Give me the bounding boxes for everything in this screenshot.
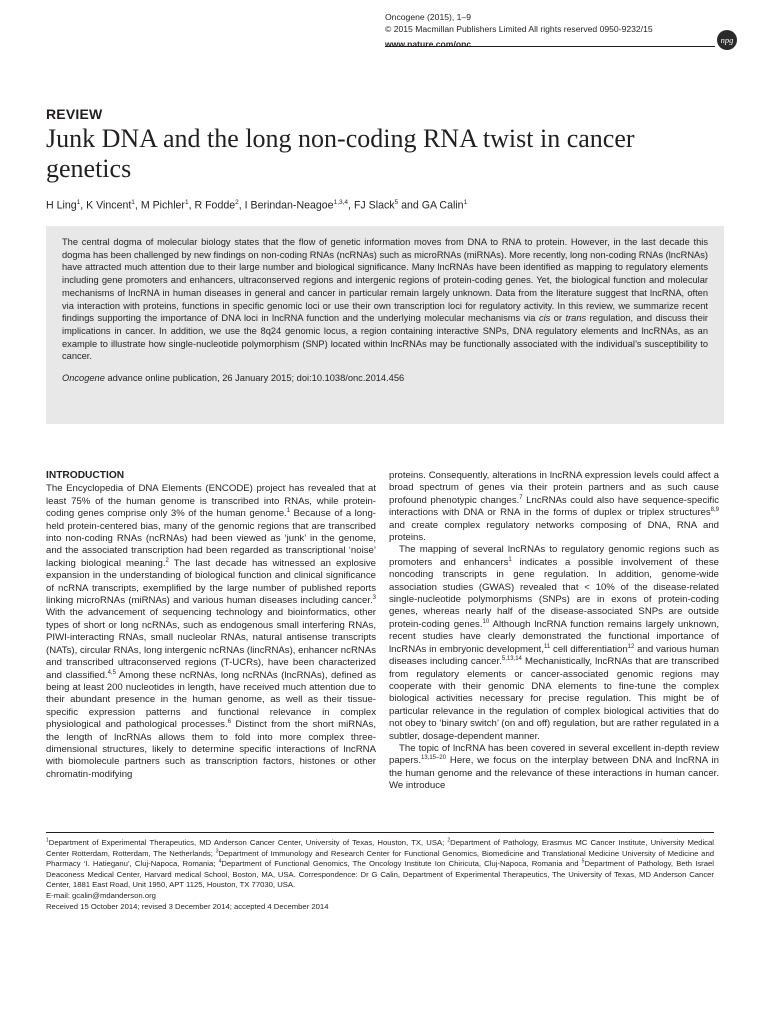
author-name: K Vincent — [86, 199, 132, 212]
body-column-right — [389, 470, 719, 793]
body-paragraph: The Encyclopedia of DNA Elements (ENCODE) project has revealed that at least 75% of the human genome is transcribed into RNAs, while protein-coding genes comprise only 3% of the human genome.$^1$ Because of a long-held protein-centered bias, many of the genomic regions that are transcribed into non-coding RNAs (ncRNAs) had been viewed as ‘junk’ in the genome, and the associated transcription had been regarded as transcriptional ‘noise’ lacking biological meaning.$^2$ The last decade has witnessed an explosive expansion in the understanding of biological function and clinical significance of ncRNA transcripts, exemplified by the large number of published reports linking microRNAs (miRNAs) and various human diseases including cancer.$^3$ With the advancement of sequencing technology and bioinformatics, other types of short or long ncRNAs, such as endogenous small interfering RNAs, PIWI-interacting RNAs, small nucleolar RNAs, natural antisense transcripts (NATs), circular RNAs, long intergenic ncRNAs (lincRNAs), enhancer ncRNAs and transcribed ultraconserved regions (T-UCRs), have been characterized and classified.$^{4,5}$ Among these ncRNAs, long ncRNAs (lncRNAs), defined as being at least 200 nucleotides in length, have received much attention due to their abundant presence in the human genome, as well as their tissue-specific expression patterns and functional relevance in complex physiological and pathological processes.$^6$ Distinct from the short miRNAs, the length of lncRNAs allows them to fold into more complex three-dimensional structures, likely to determine specific interactions of lncRNA with biomolecule partners such as transcription factors, histones or other chromatin-modifying — [46, 483, 376, 780]
reference-marker[interactable]: 12 — [627, 643, 635, 650]
author-affiliation: 5 — [394, 199, 399, 206]
author-affiliation: 1 — [76, 199, 81, 206]
section-heading: INTRODUCTION — [46, 470, 125, 481]
article-title: Junk DNA and the long non-coding RNA twist in cancer genetics — [46, 124, 635, 183]
received-dates: Received 15 October 2014; revised 3 December 2014; accepted 4 December 2014 — [46, 901, 329, 911]
reference-marker[interactable]: 6 — [227, 718, 231, 725]
reference-marker[interactable]: 8,9 — [710, 507, 719, 514]
author-affiliation: 1 — [463, 199, 468, 206]
reference-marker[interactable]: 2 — [165, 557, 169, 564]
reference-marker[interactable]: 1 — [286, 508, 291, 515]
reference-marker[interactable]: 10 — [482, 618, 490, 625]
journal-citation: Oncogene (2015), 1–9 — [385, 12, 472, 22]
author-name: H Ling — [46, 199, 77, 212]
author-list: H Ling$^1$, K Vincent$^1$, M Pichler$^1$, R Fodde$^2$, I Berindan-Neagoe$^{1,3,4}$, FJ Slack$^5$ and GA Calin$^1$ — [46, 199, 468, 212]
author-name: FJ Slack — [353, 199, 395, 212]
reference-marker[interactable]: 13,15–20 — [421, 755, 447, 762]
copyright-notice: © 2015 Macmillan Publishers Limited All rights reserved 0950-9232/15 — [385, 23, 653, 34]
footnote-divider — [46, 832, 714, 833]
reference-marker[interactable]: 5,13,14 — [501, 655, 522, 662]
reference-marker[interactable]: 7 — [519, 494, 523, 501]
header-divider — [385, 46, 715, 47]
affiliation-list: $^1$Department of Experimental Therapeutics, MD Anderson Cancer Center, University of Texas, Houston, TX, USA; $^2$Department of Pathology, Erasmus MC Cancer Institute, University Medical Center Rotterdam, Rotterdam, The Netherlands; $^3$Department of Immunology and Research Center for Functional Genomics, Biomedicine and Translational Medicine University of Medicine and Pharmacy ‘I. Hatieganu’, Cluj-Napoca, Romania; $^4$Department of Functional Genomics, The Oncology Institute Ion Chiricuta, Cluj-Napoca, Romania and $^5$Department of Pathology, Beth Israel Deaconess Medical Center, Harvard medical School, Boston, MA, USA. Correspondence: Dr G Calin, Department of Experimental Therapeutics, The University of Texas, MD Anderson Cancer Center, 1881 East Road, Unit 1950, APT 1125, Houston, TX 77030, USA. — [46, 837, 715, 890]
body-column-left — [46, 470, 376, 781]
author-name: GA Calin — [421, 199, 464, 212]
body-paragraph: The mapping of several lncRNAs to regulatory genomic regions such as promoters and enhancers$^1$ indicates a possible involvement of these noncoding transcripts in gene regulation. In addition, genome-wide association studies (GWAS) revealed that < 10% of the disease-related single-nucleotide polymorphisms (SNPs) are in exons of protein-coding genes, whereas nearly half of the disease-associated SNPs are outside protein-coding genes.$^{10}$ Although lncRNA function remains largely unknown, recent studies have clearly demonstrated the functional importance of lncRNAs in embryonic development,$^{11}$ cell differentiation$^{12}$ and various human diseases including cancer.$^{5,13,14}$ Mechanistically, lncRNAs that are transcribed from regulatory elements or cancer-associated genomic regions may cooperate with their genomic DNA elements to fine-tune the complex biological activities necessary for precise regulation. This might be of particular relevance in the regulation of complex biological activities that do not obey to ‘binary switch’ (on and off) regulation, but are rather regulated in a subtler, dosage-dependent manner. — [389, 544, 720, 742]
author-affiliation: 1,3,4 — [333, 199, 349, 206]
reference-marker[interactable]: 4,5 — [107, 669, 116, 676]
reference-marker[interactable]: 3 — [372, 594, 376, 601]
author-affiliation: 1 — [131, 199, 135, 206]
body-paragraph: proteins. Consequently, alterations in lncRNA expression levels could affect a broad spectrum of genes via their protein partners and as such cause profound phenotypic changes.$^7$ LncRNAs could also have sequence-specific interactions with DNA or RNA in the forms of duplex or triplex structures$^{8,9}$ and create complex regulatory networks composing of DNA, RNA and proteins. — [389, 470, 719, 544]
reference-marker[interactable]: 1 — [508, 556, 512, 563]
correspondence-email[interactable]: E-mail: gcalin@mdanderson.org — [46, 890, 156, 900]
author-affiliation: 2 — [235, 199, 239, 206]
affiliations-footnote — [46, 838, 714, 912]
abstract-box — [46, 226, 724, 424]
author-name: M Pichler — [140, 199, 185, 212]
journal-header — [385, 12, 715, 51]
author-name: I Berindan-Neagoe — [244, 199, 334, 212]
journal-url-link[interactable]: www.nature.com/onc — [385, 39, 472, 49]
abstract-text: The central dogma of molecular biology states that the flow of genetic information moves from DNA to RNA to protein. However, in the last decade this dogma has been challenged by new findings on non-coding RNAs (ncRNAs) such as microRNAs (miRNAs). More recently, long non-coding RNAs (lncRNAs) have attracted much attention due to their large number and biological significance. Many lncRNAs have been identified as mapping to regulatory elements including gene promoters and enhancers, ultraconserved regions and intergenic regions of protein-coding genes. Yet, the biological function and molecular mechanisms of lncRNA in human diseases in general and cancer in particular remain largely unknown. Data from the literature suggest that lncRNA, often via interaction with proteins, functions in specific genomic loci or use their own transcription loci for regulatory activity. In this review, we summarize recent findings supporting the importance of DNA loci in lncRNA function and the underlying molecular mechanisms via cis or trans regulation, and discuss their implications in cancer. In addition, we use the 8q24 genomic locus, a region containing interactive SNPs, DNA regulatory elements and lncRNAs, as an example to illustrate how single-nucleotide polymorphism (SNP) located within lncRNAs may be functionally associated with the individual’s susceptibility to cancer. — [62, 237, 708, 362]
author-affiliation: 1 — [184, 199, 189, 206]
doi-citation: Oncogene advance online publication, 26 January 2015; doi:10.1038/onc.2014.456 — [62, 373, 405, 384]
section-label: REVIEW — [46, 106, 103, 122]
body-paragraph: The topic of lncRNA has been covered in several excellent in-depth review papers.$^{13,15-20}$ Here, we focus on the interplay between DNA and lncRNA in the human genome and the relevance of these interactions in human cancer. We introduce — [389, 742, 719, 792]
reference-marker[interactable]: 11 — [544, 643, 551, 650]
npg-logo-icon: npg — [717, 30, 737, 50]
author-name: R Fodde — [194, 199, 236, 212]
